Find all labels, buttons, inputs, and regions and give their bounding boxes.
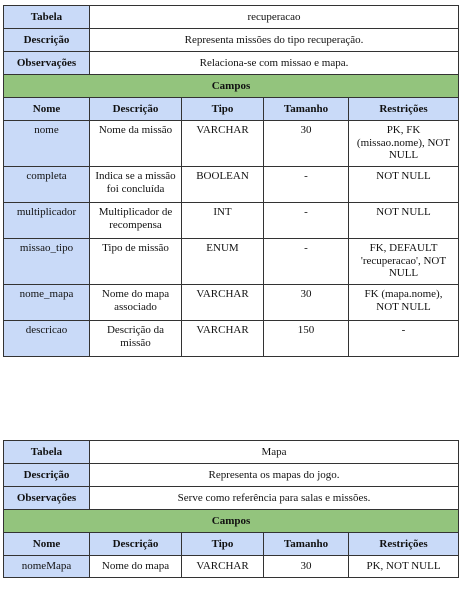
field-constraints: PK, NOT NULL xyxy=(349,556,459,578)
meta-row xyxy=(4,441,459,464)
field-name: nome xyxy=(4,121,90,167)
column-header-row xyxy=(4,98,459,121)
meta-row xyxy=(4,6,459,29)
meta-value: Relaciona-se com missao e mapa. xyxy=(90,52,459,75)
column-header: Tamanho xyxy=(264,533,349,556)
meta-key: Observações xyxy=(4,52,90,75)
field-constraints: FK, DEFAULT 'recuperacao', NOT NULL xyxy=(349,239,459,285)
field-type: VARCHAR xyxy=(182,121,264,167)
campos-label: Campos xyxy=(4,510,459,533)
field-type: BOOLEAN xyxy=(182,167,264,203)
field-size: 30 xyxy=(264,121,349,167)
table-row xyxy=(4,121,459,167)
field-size: 150 xyxy=(264,321,349,357)
table-row xyxy=(4,556,459,578)
meta-value: Serve como referência para salas e missões. xyxy=(90,487,459,510)
campos-row xyxy=(4,75,459,98)
meta-row xyxy=(4,487,459,510)
column-header: Nome xyxy=(4,533,90,556)
field-constraints: PK, FK (missao.nome), NOT NULL xyxy=(349,121,459,167)
meta-key: Descrição xyxy=(4,464,90,487)
campos-row xyxy=(4,510,459,533)
meta-key: Descrição xyxy=(4,29,90,52)
table-row xyxy=(4,203,459,239)
column-header: Descrição xyxy=(90,98,182,121)
table-row xyxy=(4,321,459,357)
field-name: descricao xyxy=(4,321,90,357)
field-size: - xyxy=(264,239,349,285)
field-description: Nome do mapa xyxy=(90,556,182,578)
field-constraints: - xyxy=(349,321,459,357)
field-constraints: FK (mapa.nome), NOT NULL xyxy=(349,285,459,321)
campos-label: Campos xyxy=(4,75,459,98)
field-type: VARCHAR xyxy=(182,556,264,578)
meta-row xyxy=(4,464,459,487)
meta-row xyxy=(4,29,459,52)
meta-key: Tabela xyxy=(4,6,90,29)
column-header: Nome xyxy=(4,98,90,121)
meta-value: Mapa xyxy=(90,441,459,464)
field-type: ENUM xyxy=(182,239,264,285)
column-header: Restrições xyxy=(349,98,459,121)
field-type: VARCHAR xyxy=(182,321,264,357)
column-header: Descrição xyxy=(90,533,182,556)
field-description: Indica se a missão foi concluída xyxy=(90,167,182,203)
meta-key: Tabela xyxy=(4,441,90,464)
meta-value: Representa missões do tipo recuperação. xyxy=(90,29,459,52)
field-description: Tipo de missão xyxy=(90,239,182,285)
meta-value: Representa os mapas do jogo. xyxy=(90,464,459,487)
meta-key: Observações xyxy=(4,487,90,510)
field-description: Nome da missão xyxy=(90,121,182,167)
field-name: missao_tipo xyxy=(4,239,90,285)
field-type: VARCHAR xyxy=(182,285,264,321)
field-constraints: NOT NULL xyxy=(349,203,459,239)
field-size: 30 xyxy=(264,285,349,321)
column-header: Restrições xyxy=(349,533,459,556)
field-name: completa xyxy=(4,167,90,203)
column-header-row xyxy=(4,533,459,556)
field-constraints: NOT NULL xyxy=(349,167,459,203)
field-description: Nome do mapa associado xyxy=(90,285,182,321)
field-name: nome_mapa xyxy=(4,285,90,321)
table-recuperacao xyxy=(3,5,459,357)
meta-row xyxy=(4,52,459,75)
field-size: - xyxy=(264,203,349,239)
field-description: Descrição da missão xyxy=(90,321,182,357)
field-name: nomeMapa xyxy=(4,556,90,578)
meta-value: recuperacao xyxy=(90,6,459,29)
table-row xyxy=(4,285,459,321)
table-row xyxy=(4,167,459,203)
column-header: Tipo xyxy=(182,533,264,556)
field-type: INT xyxy=(182,203,264,239)
field-name: multiplicador xyxy=(4,203,90,239)
table-row xyxy=(4,239,459,285)
column-header: Tipo xyxy=(182,98,264,121)
field-description: Multiplicador de recompensa xyxy=(90,203,182,239)
table-mapa xyxy=(3,440,459,578)
field-size: - xyxy=(264,167,349,203)
column-header: Tamanho xyxy=(264,98,349,121)
field-size: 30 xyxy=(264,556,349,578)
